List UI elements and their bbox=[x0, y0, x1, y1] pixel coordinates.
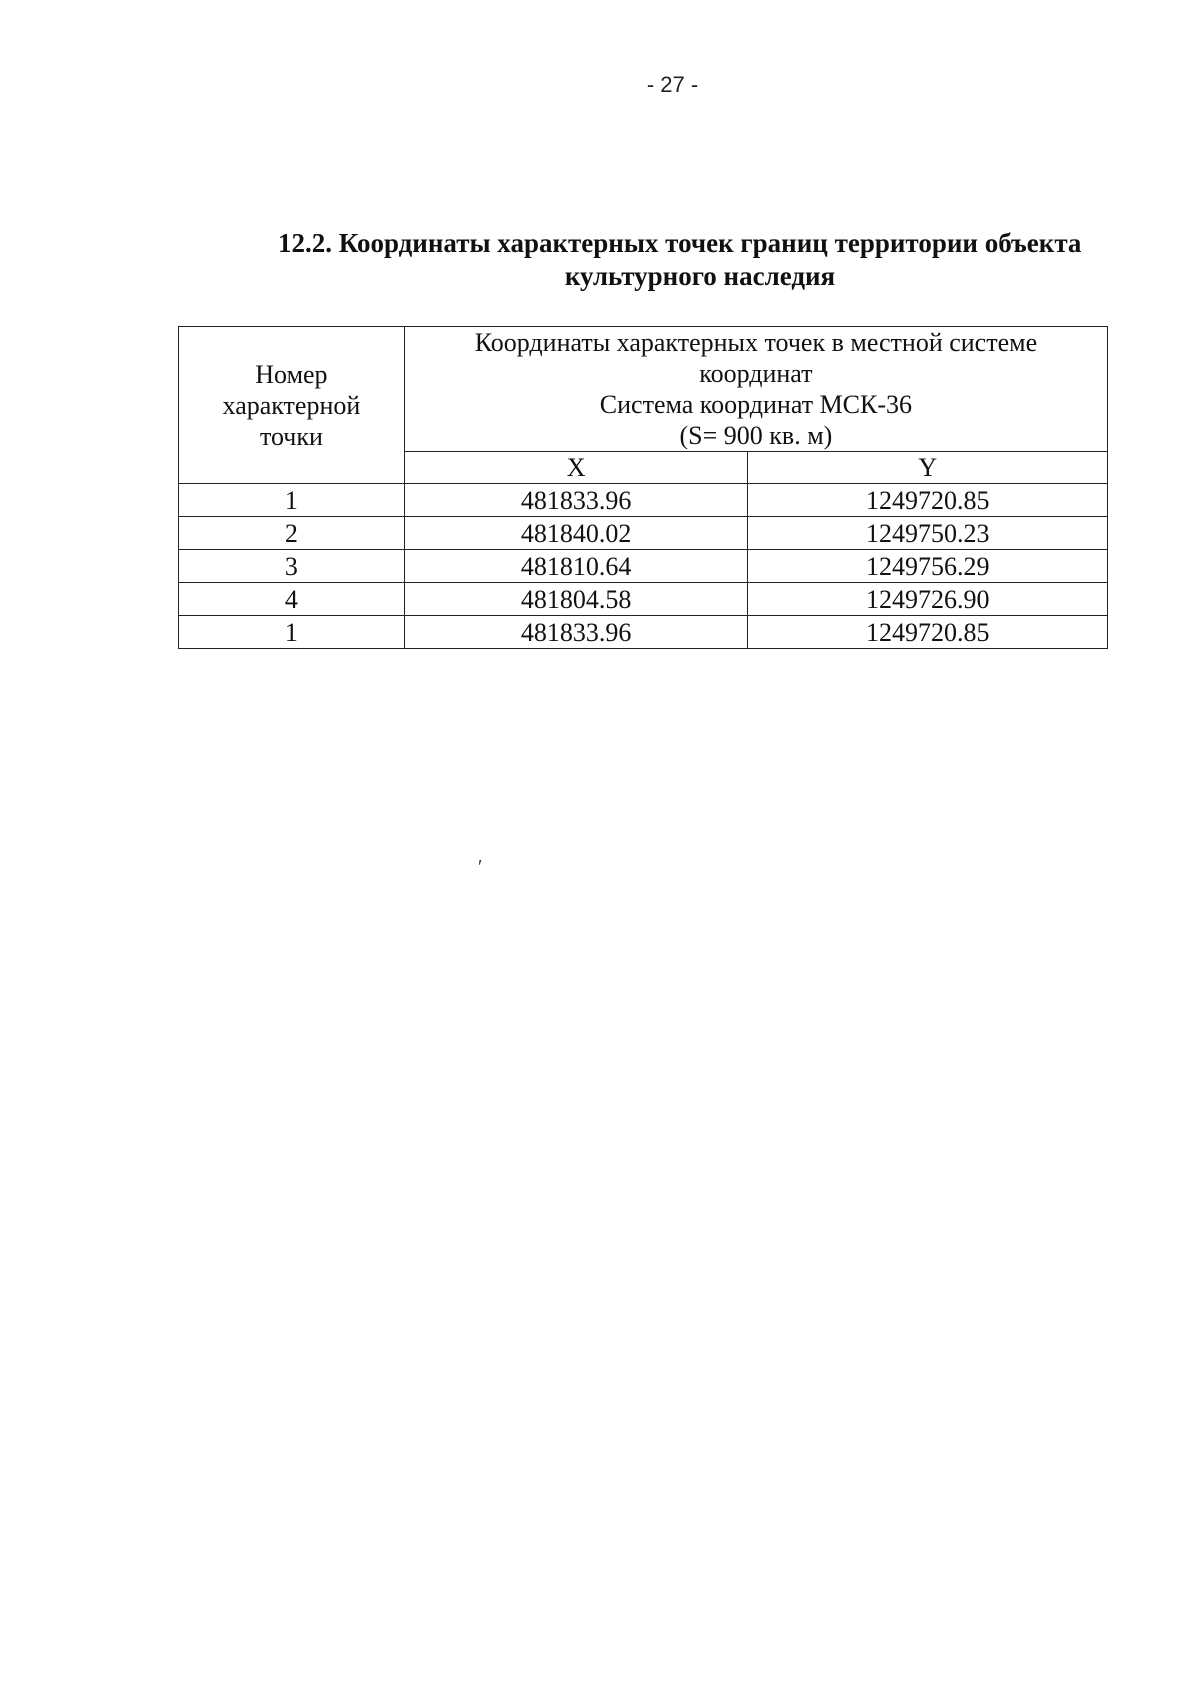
cell-y: 1249756.29 bbox=[748, 550, 1108, 583]
scan-artifact-mark: ′ bbox=[478, 856, 483, 878]
header-coordinates-line: Система координат МСК-36 bbox=[599, 390, 913, 419]
cell-point: 4 bbox=[179, 583, 405, 616]
cell-x: 481833.96 bbox=[404, 616, 748, 649]
coordinates-table bbox=[178, 326, 1108, 649]
table-row bbox=[179, 550, 1108, 583]
section-heading bbox=[250, 227, 1150, 293]
header-coordinates bbox=[404, 327, 1107, 452]
header-coordinates-line: координат bbox=[699, 359, 813, 388]
cell-y: 1249726.90 bbox=[748, 583, 1108, 616]
page-number: - 27 - bbox=[646, 72, 699, 97]
section-heading-line-2: культурного наследия bbox=[564, 261, 836, 291]
table-row bbox=[179, 517, 1108, 550]
cell-y: 1249720.85 bbox=[748, 616, 1108, 649]
cell-y: 1249720.85 bbox=[748, 484, 1108, 517]
header-x: X bbox=[404, 452, 748, 484]
cell-point: 1 bbox=[179, 484, 405, 517]
cell-x: 481804.58 bbox=[404, 583, 748, 616]
cell-point: 1 bbox=[179, 616, 405, 649]
cell-point: 2 bbox=[179, 517, 405, 550]
cell-x: 481840.02 bbox=[404, 517, 748, 550]
header-y: Y bbox=[748, 452, 1108, 484]
header-point-number bbox=[179, 327, 405, 484]
section-heading-line-1: 12.2. Координаты характерных точек границ территории объекта bbox=[278, 228, 1082, 258]
header-coordinates-line: (S= 900 кв. м) bbox=[679, 421, 833, 450]
header-point-line: точки bbox=[259, 421, 323, 451]
cell-x: 481833.96 bbox=[404, 484, 748, 517]
header-point-line: Номер bbox=[255, 359, 328, 389]
table-row bbox=[179, 484, 1108, 517]
header-coordinates-line: Координаты характерных точек в местной системе bbox=[474, 328, 1038, 357]
cell-y: 1249750.23 bbox=[748, 517, 1108, 550]
cell-point: 3 bbox=[179, 550, 405, 583]
cell-x: 481810.64 bbox=[404, 550, 748, 583]
table-row bbox=[179, 616, 1108, 649]
table-row bbox=[179, 583, 1108, 616]
header-point-line: характерной bbox=[222, 390, 361, 420]
